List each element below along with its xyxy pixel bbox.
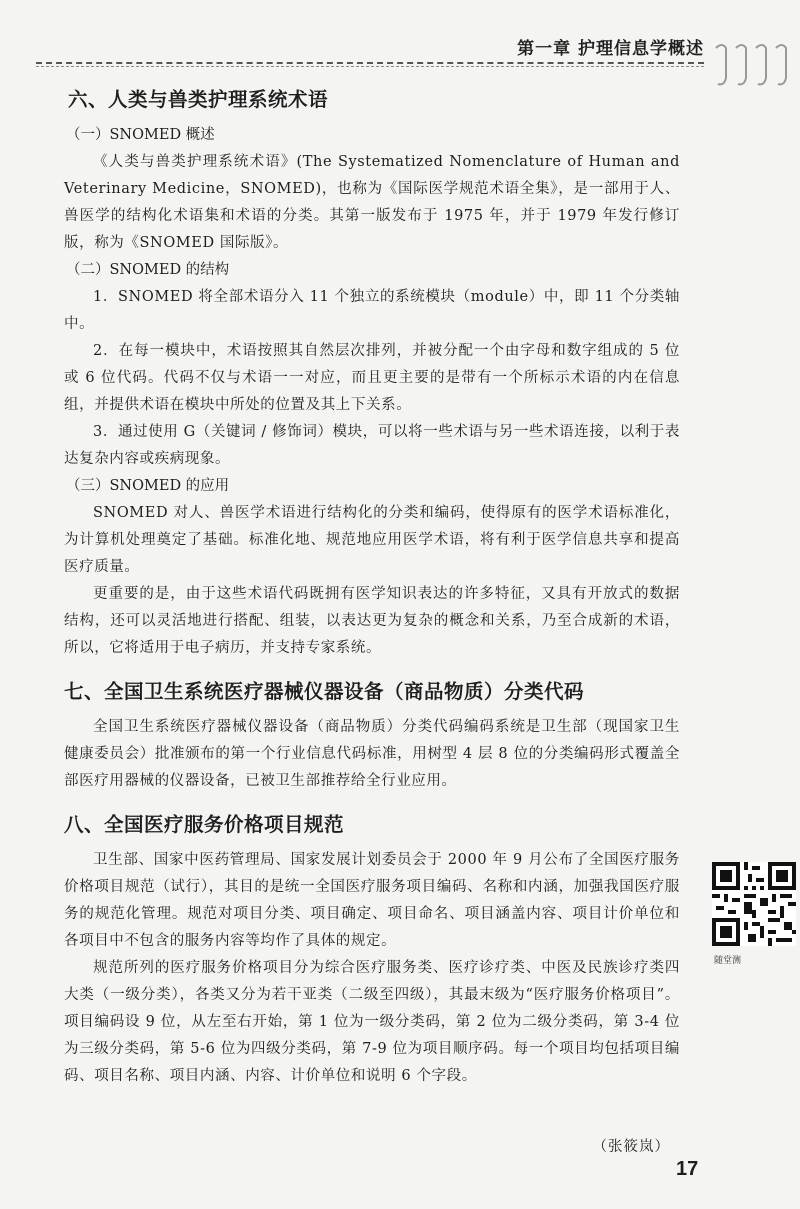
paragraph-section-8-1: 卫生部、国家中医药管理局、国家发展计划委员会于 2000 年 9 月公布了全国医疗服务价格项目规范（试行），其目的是统一全国医疗服务项目编码、名称和内涵，加强我国医疗服务的规范化管理。规范对项目分类、项目确定、项目命名、项目涵盖内容、项目计价单位和各项目中不包含的服务内容等均作了具体的规定。 <box>64 852 680 949</box>
running-header: 第一章 护理信息学概述 <box>517 39 704 59</box>
section-7-heading: 七、全国卫生系统医疗器械仪器设备（商品物质）分类代码 <box>64 680 585 703</box>
qr-code-icon[interactable] <box>712 862 796 946</box>
header-rule <box>36 62 704 64</box>
qr-caption: 随堂测 <box>714 956 742 966</box>
subheading-snomed-overview: （一）SNOMED 概述 <box>66 127 215 143</box>
paragraph-section-8-2: 规范所列的医疗服务价格项目分为综合医疗服务类、医疗诊疗类、中医及民族诊疗类四大类（一级分类），各类又分为若干亚类（二级至四级），其最末级为“医疗服务价格项目”。项目编码设 9 位，从左至右开始，第 1 位为一级分类码，第 2 位为二级分类码，第 3-4 位为三级分类码，第 5-6 位为四级分类码，第 7-9 位为项目顺序码。每一个项目均包括项目编码、项目名称、项目内涵、内容、计价单位和说明 6 个字段。 <box>64 960 680 1084</box>
paragraph-application-2: 更重要的是，由于这些术语代码既拥有医学知识表达的许多特征，又具有开放式的数据结构，还可以灵活地进行搭配、组装，以表达更为复杂的概念和关系，乃至合成新的术语，所以，它将适用于电子病历，并支持专家系统。 <box>64 586 680 656</box>
author-signature: （张筱岚） <box>592 1139 670 1155</box>
subheading-snomed-structure: （二）SNOMED 的结构 <box>66 262 230 278</box>
page-content <box>64 84 680 1161</box>
paragraph-structure-2: 2．在每一模块中，术语按照其自然层次排列，并被分配一个由字母和数字组成的 5 位或 6 位代码。代码不仅与术语一一对应，而且更主要的是带有一个所标示术语的内在信息组，并提供术语在模块中所处的位置及其上下关系。 <box>64 343 680 413</box>
paragraph-section-7: 全国卫生系统医疗器械仪器设备（商品物质）分类代码编码系统是卫生部（现国家卫生健康委员会）批准颁布的第一个行业信息代码标准，用树型 4 层 8 位的分类编码形式覆盖全部医疗用器械的仪器设备，已被卫生部推荐给全行业应用。 <box>64 719 680 789</box>
spiral-binding-icon <box>708 40 792 90</box>
subheading-snomed-application: （三）SNOMED 的应用 <box>66 478 230 494</box>
page-number: 17 <box>676 1158 699 1180</box>
paragraph-application-1: SNOMED 对人、兽医学术语进行结构化的分类和编码，使得原有的医学术语标准化，为计算机处理奠定了基础。标准化地、规范地应用医学术语，将有利于医学信息共享和提高医疗质量。 <box>64 505 680 575</box>
header-rule-secondary <box>36 66 704 67</box>
paragraph-snomed-overview: 《人类与兽类护理系统术语》(The Systematized Nomenclature of Human and Veterinary Medicine，SNOMED)，也称为《国际医学规范术语全集》，是一部用于人、兽医学的结构化术语集和术语的分类。其第一版发布于 1975 年，并于 1979 年发行修订版，称为《SNOMED 国际版》。 <box>64 154 680 251</box>
section-8-heading: 八、全国医疗服务价格项目规范 <box>64 813 345 836</box>
section-6-heading: 六、人类与兽类护理系统术语 <box>68 88 329 111</box>
paragraph-structure-3: 3．通过使用 G（关键词 / 修饰词）模块，可以将一些术语与另一些术语连接，以利于表达复杂内容或疾病现象。 <box>64 424 680 467</box>
paragraph-structure-1: 1．SNOMED 将全部术语分入 11 个独立的系统模块（module）中，即 11 个分类轴中。 <box>64 289 680 332</box>
